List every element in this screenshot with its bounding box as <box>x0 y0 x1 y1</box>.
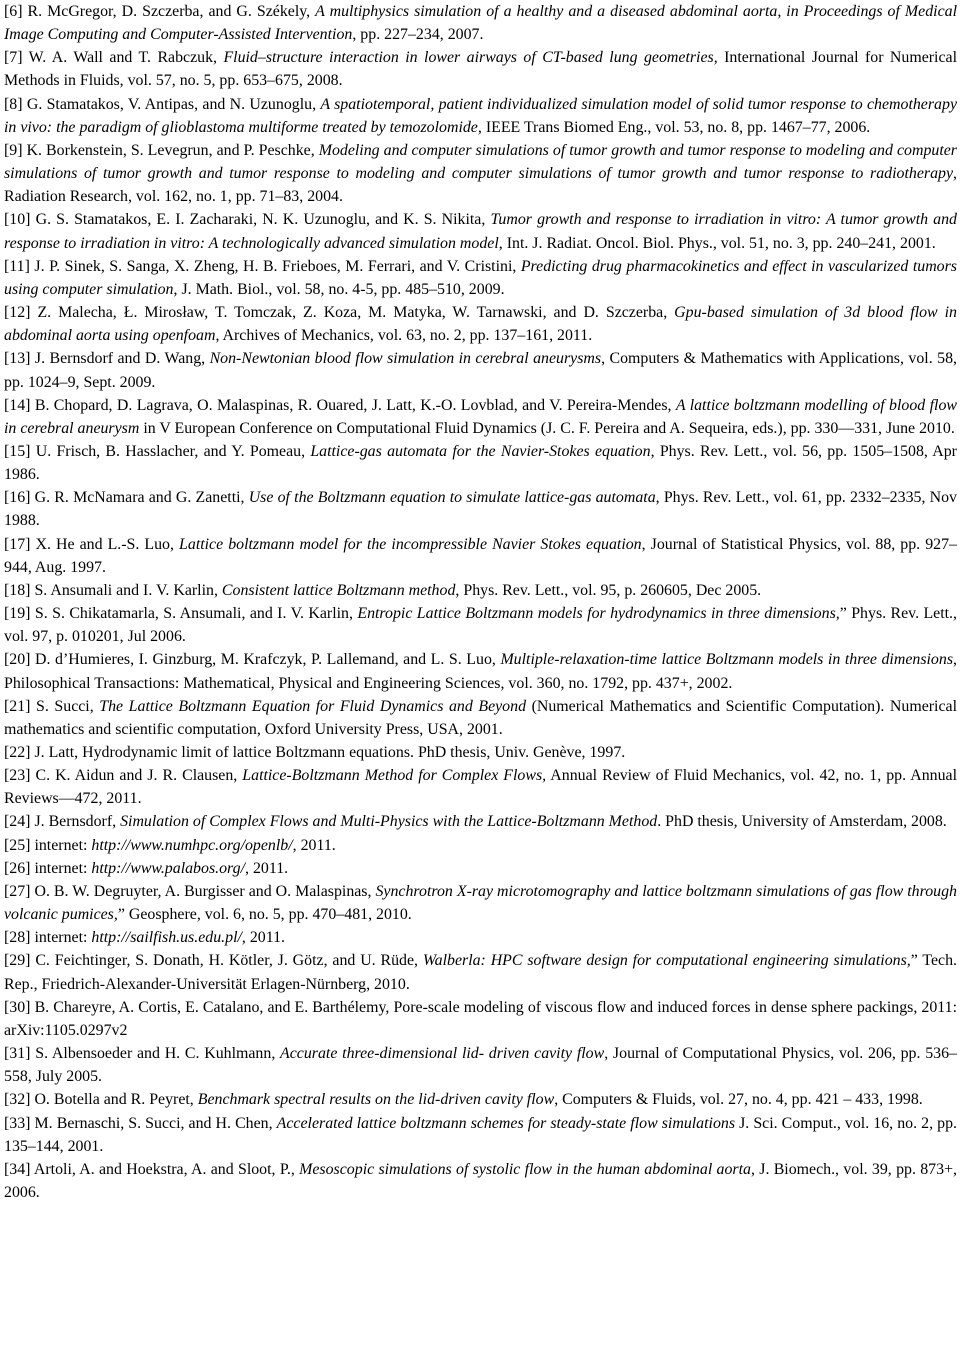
reference-title: Modeling and computer simulations of tumor growth and tumor response to modeling and computer simulations of tumor growth and tumor response to modeling and computer simulations of tumor growth and tumor response to radiotherapy <box>4 141 957 183</box>
reference-10 <box>4 208 957 254</box>
reference-text: , 2011. <box>241 929 286 947</box>
reference-text: [10] G. S. Stamatakos, E. I. Zacharaki, N. K. Uzunoglu, and K. S. Nikita, <box>4 211 491 229</box>
reference-7 <box>4 46 957 92</box>
reference-25 <box>4 834 957 857</box>
reference-title: Consistent lattice Boltzmann method <box>221 581 456 599</box>
reference-title: Synchrotron X-ray microtomography and lattice boltzmann simulations of gas flow through volcanic pumices, <box>4 882 957 924</box>
reference-8 <box>4 93 957 139</box>
reference-title: Predicting drug pharmacokinetics and effect in vascularized tumors using computer simulation <box>4 257 957 298</box>
reference-text: [23] C. K. Aidun and J. R. Clausen, <box>4 767 243 785</box>
reference-title: Lattice-gas automata for the Navier-Stokes equation <box>310 442 651 460</box>
reference-text: [17] X. He and L.-S. Luo, <box>4 535 180 553</box>
reference-text: [30] B. Chareyre, A. Cortis, E. Catalano, and E. Barthélemy, Pore-scale modeling of viscous flow and induced forces in dense sphere packings, 2011: arXiv:1105.0297v2 <box>4 998 957 1039</box>
reference-text: . PhD thesis, University of Amsterdam, 2008. <box>657 813 947 831</box>
reference-9 <box>4 139 957 208</box>
reference-text: [13] J. Bernsdorf and D. Wang, <box>4 350 210 368</box>
reference-title: Fluid–structure interaction in lower airways of CT-based lung geometries <box>223 49 714 67</box>
reference-text: [7] W. A. Wall and T. Rabczuk, <box>4 49 224 67</box>
reference-text: IEEE Trans Biomed Eng., vol. 53, no. 8, pp. 1467–77, 2006. <box>481 118 871 136</box>
reference-text: [34] Artoli, A. and Hoekstra, A. and Sloot, P., <box>4 1160 300 1178</box>
reference-text: , International Journal for Numerical Methods in Fluids, vol. 57, no. 5, pp. 653–675, 2008. <box>4 49 957 90</box>
reference-16 <box>4 486 957 532</box>
reference-11 <box>4 255 957 301</box>
reference-15 <box>4 440 957 486</box>
reference-title: Lattice-Boltzmann Method for Complex Flows, <box>242 767 547 785</box>
reference-30 <box>4 996 957 1042</box>
reference-title: A multiphysics simulation of a healthy and a diseased abdominal aorta, in Proceedings of Medical Image Computing and Computer-Assisted Intervention <box>4 3 957 44</box>
reference-text: [29] C. Feichtinger, S. Donath, H. Kötler, J. Götz, and U. Rüde, <box>4 952 423 970</box>
reference-text: ” Geosphere, vol. 6, no. 5, pp. 470–481, 2010. <box>117 906 412 924</box>
reference-title: Entropic Lattice Boltzmann models for hydrodynamics in three dimensions, <box>357 605 840 623</box>
reference-33 <box>4 1112 957 1158</box>
reference-29 <box>4 949 957 995</box>
reference-13 <box>4 347 957 393</box>
reference-text: [27] O. B. W. Degruyter, A. Burgisser and O. Malaspinas, <box>4 882 376 900</box>
reference-text: , Computers & Mathematics with Applications, vol. 58, pp. 1024–9, Sept. 2009. <box>4 350 957 391</box>
reference-title: A lattice boltzmann modelling of blood flow in cerebral aneurysm <box>4 396 958 437</box>
reference-title: Tumor growth and response to irradiation in vitro: A tumor growth and response to irradiation in vitro: A technologically advanced simulation model <box>4 211 958 252</box>
reference-text: [21] S. Succi, <box>4 697 100 715</box>
reference-18 <box>4 579 957 602</box>
reference-6 <box>4 0 957 46</box>
reference-title: http://sailfish.us.edu.pl/ <box>91 929 242 947</box>
reference-text: , Journal of Statistical Physics, vol. 88, pp. 927– 944, Aug. 1997. <box>4 535 957 576</box>
reference-text: [18] S. Ansumali and I. V. Karlin, <box>4 581 222 599</box>
reference-14 <box>4 394 957 440</box>
reference-title: Simulation of Complex Flows and Multi-Physics with the Lattice-Boltzmann Method <box>120 813 658 831</box>
reference-title: Non-Newtonian blood flow simulation in cerebral aneurysms <box>209 350 602 368</box>
reference-text: Annual Review of Fluid Mechanics, vol. 42, no. 1, pp. Annual Reviews—472, 2011. <box>4 767 958 808</box>
reference-text: [9] K. Borkenstein, S. Levegrun, and P. Peschke, <box>4 141 319 159</box>
reference-text: , Archives of Mechanics, vol. 63, no. 2, pp. 137–161, 2011. <box>215 327 593 345</box>
reference-text: J. Sci. Comput., vol. 16, no. 2, pp. 135–144, 2001. <box>4 1114 957 1155</box>
reference-text: [12] Z. Malecha, Ł. Mirosław, T. Tomczak, Z. Koza, M. Matyka, W. Tarnawski, and D. Szczerba, <box>4 304 675 322</box>
reference-17 <box>4 533 957 579</box>
reference-title: Lattice boltzmann model for the incompressible Navier Stokes equation <box>179 535 642 553</box>
reference-text: [6] R. McGregor, D. Szczerba, and G. Székely, <box>4 3 316 20</box>
reference-text: [8] G. Stamatakos, V. Antipas, and N. Uzunoglu, <box>4 95 321 113</box>
reference-text: ” Tech. Rep., Friedrich-Alexander-Universität Erlagen-Nürnberg, 2010. <box>4 952 958 993</box>
reference-title: http://www.numhpc.org/openlb/ <box>91 836 293 854</box>
reference-text: [24] J. Bernsdorf, <box>4 813 121 831</box>
reference-text: , Computers & Fluids, vol. 27, no. 4, pp. 421 – 433, 1998. <box>554 1091 923 1109</box>
reference-31 <box>4 1042 957 1088</box>
reference-text: [25] internet: <box>4 836 92 854</box>
reference-text: [22] J. Latt, Hydrodynamic limit of lattice Boltzmann equations. PhD thesis, Univ. Genève, 1997. <box>4 744 626 761</box>
reference-title: Multiple-relaxation-time lattice Boltzmann models in three dimensions <box>500 651 953 669</box>
reference-text: [26] internet: <box>4 859 92 877</box>
reference-text: , J. Biomech., vol. 39, pp. 873+, 2006. <box>4 1160 957 1201</box>
reference-text: , Phys. Rev. Lett., vol. 61, pp. 2332–2335, Nov 1988. <box>4 489 957 530</box>
reference-text: , Journal of Computational Physics, vol. 206, pp. 536– 558, July 2005. <box>4 1045 957 1086</box>
reference-27 <box>4 880 957 926</box>
reference-text: , Philosophical Transactions: Mathematical, Physical and Engineering Sciences, vol. 360, no. 1792, pp. 437+, 2002. <box>4 651 957 692</box>
reference-text: , 2011. <box>292 836 336 854</box>
reference-32 <box>4 1088 957 1111</box>
reference-text: (Numerical Mathematics and Scientific Computation). Numerical mathematics and scientific computation, Oxford University Press, USA, 2001. <box>4 697 957 738</box>
reference-text: [32] O. Botella and R. Peyret, <box>4 1091 198 1109</box>
reference-24 <box>4 810 957 833</box>
reference-text: [31] S. Albensoeder and H. C. Kuhlmann, <box>4 1045 281 1063</box>
reference-title: Gpu-based simulation of 3d blood flow in abdominal aorta using openfoam <box>4 304 957 345</box>
reference-12 <box>4 301 957 347</box>
reference-text: [28] internet: <box>4 929 92 947</box>
reference-text: [33] M. Bernaschi, S. Succi, and H. Chen, <box>4 1114 277 1132</box>
reference-22 <box>4 741 957 764</box>
reference-text: ” Phys. Rev. Lett., vol. 97, p. 010201, Jul 2006. <box>4 605 957 646</box>
reference-title: Mesoscopic simulations of systolic flow in the human abdominal aorta <box>299 1160 751 1178</box>
reference-text: , 2011. <box>245 859 289 877</box>
reference-19 <box>4 602 957 648</box>
reference-text: , pp. 227–234, 2007. <box>352 26 484 44</box>
reference-title: Use of the Boltzmann equation to simulate lattice-gas automata <box>248 489 656 507</box>
reference-text: in V European Conference on Computational Fluid Dynamics (J. C. F. Pereira and A. Sequeira, eds.), pp. 330—331, June 2010. <box>139 419 955 437</box>
reference-26 <box>4 857 957 880</box>
reference-text: [14] B. Chopard, D. Lagrava, O. Malaspinas, R. Ouared, J. Latt, K.-O. Lovblad, and V. Pereira-Mendes, <box>4 396 676 414</box>
reference-text: [16] G. R. McNamara and G. Zanetti, <box>4 489 249 507</box>
reference-title: Accelerated lattice boltzmann schemes for steady-state flow simulations <box>276 1114 736 1132</box>
reference-text: , Phys. Rev. Lett., vol. 95, p. 260605, Dec 2005. <box>455 581 762 599</box>
reference-20 <box>4 648 957 694</box>
reference-text: [20] D. d’Humieres, I. Ginzburg, M. Krafczyk, P. Lallemand, and L. S. Luo, <box>4 651 501 669</box>
reference-text: , J. Math. Biol., vol. 58, no. 4-5, pp. 485–510, 2009. <box>173 280 505 298</box>
reference-text: [15] U. Frisch, B. Hasslacher, and Y. Pomeau, <box>4 442 311 460</box>
reference-title: http://www.palabos.org/ <box>91 859 246 877</box>
reference-text: , Radiation Research, vol. 162, no. 1, pp. 71–83, 2004. <box>4 165 957 206</box>
reference-title: A spatiotemporal, patient individualized simulation model of solid tumor response to chemotherapy in vivo: the paradigm of glioblastoma multiforme treated by temozolomide, <box>4 95 957 136</box>
reference-23 <box>4 764 957 810</box>
reference-text: , Int. J. Radiat. Oncol. Biol. Phys., vol. 51, no. 3, pp. 240–241, 2001. <box>498 234 936 252</box>
reference-title: Accurate three-dimensional lid- driven cavity flow <box>280 1045 605 1063</box>
reference-text: , Phys. Rev. Lett., vol. 56, pp. 1505–1508, Apr 1986. <box>4 442 957 484</box>
reference-28 <box>4 926 957 949</box>
reference-list <box>4 0 957 1204</box>
reference-title: Walberla: HPC software design for computational engineering simulations, <box>422 952 911 970</box>
reference-title: The Lattice Boltzmann Equation for Fluid Dynamics and Beyond <box>99 697 527 715</box>
reference-34 <box>4 1158 957 1204</box>
reference-text: [19] S. S. Chikatamarla, S. Ansumali, and I. V. Karlin, <box>4 605 358 623</box>
reference-21 <box>4 695 957 741</box>
reference-text: [11] J. P. Sinek, S. Sanga, X. Zheng, H. B. Frieboes, M. Ferrari, and V. Cristini, <box>4 257 521 275</box>
reference-title: Benchmark spectral results on the lid-driven cavity flow <box>197 1091 555 1109</box>
